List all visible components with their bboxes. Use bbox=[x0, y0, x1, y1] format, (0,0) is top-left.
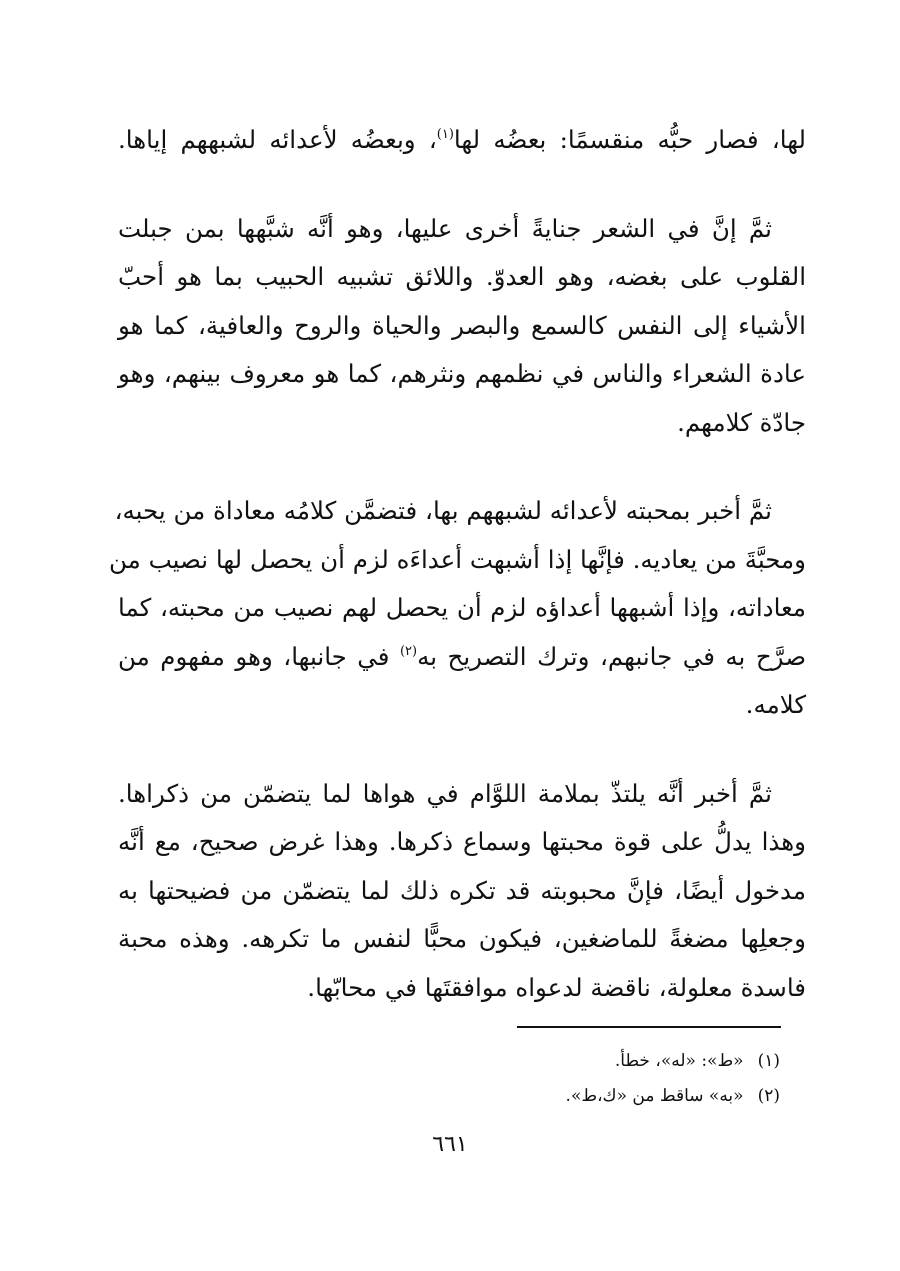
text-line: ثمَّ أخبر أنَّه يلتذّ بملامة اللوَّام في هواها لما يتضمّن من ذكراها. bbox=[118, 778, 772, 808]
paragraph-3 bbox=[109, 487, 806, 730]
paragraph-1 bbox=[118, 116, 806, 165]
footnote-2 bbox=[500, 1079, 780, 1114]
footnote-number: (٢) bbox=[757, 1086, 780, 1106]
text-line: مدخول أيضًا، فإنَّ محبوبته قد تكره ذلك لما يتضمّن من فضيحتها به bbox=[118, 875, 806, 905]
footnote-ref-2[interactable]: (٢) bbox=[399, 643, 418, 659]
footnote-text: «به» ساقط من «ك،ط». bbox=[565, 1086, 744, 1106]
paragraph-4 bbox=[118, 770, 806, 1013]
text-line: معاداته، وإذا أشبهها أعداؤه لزم أن يحصل لهم نصيب من محبته، كما bbox=[118, 593, 806, 622]
text-line: لها، فصار حبُّه منقسمًا: بعضُه لها$^{(١)}$، وبعضُه لأعدائه لشبههم إياها. bbox=[118, 125, 806, 154]
footnote-1 bbox=[500, 1044, 780, 1079]
text-line: عادة الشعراء والناس في نظمهم ونثرهم، كما هو معروف بينهم، وهو bbox=[118, 359, 806, 388]
text-line: كلامه. bbox=[745, 690, 806, 719]
text-line: صرَّح به في جانبهم، وترك التصريح به$^{(٢)}$ في جانبها، وهو مفهوم من bbox=[118, 641, 806, 671]
text-line: ثمَّ أخبر بمحبته لأعدائه لشبههم بها، فتضمَّن كلامُه معاداة من يحبه، bbox=[114, 496, 772, 525]
paragraph-2 bbox=[118, 205, 806, 448]
text-line: وهذا يدلُّ على قوة محبتها وسماع ذكرها. وهذا غرض صحيح، مع أنَّه bbox=[118, 827, 806, 856]
page-number: ٦٦١ bbox=[432, 1132, 468, 1157]
footnote-number: (١) bbox=[757, 1051, 780, 1071]
text-line: وجعلِها مضغةً للماضغين، فيكون محبًّا لنفس ما تكرهه. وهذه محبة bbox=[118, 924, 806, 953]
text-line: فاسدة معلولة، ناقضة لدعواه موافقتَها في محابّها. bbox=[307, 972, 806, 1002]
text-line: جادّة كلامهم. bbox=[677, 407, 806, 437]
text-line: ومحبَّةَ من يعاديه. فإنَّها إذا أشبهت أعداءَه لزم أن يحصل لها نصيب من bbox=[109, 544, 806, 574]
text-line: الأشياء إلى النفس كالسمع والبصر والحياة والروح والعافية، كما هو bbox=[118, 310, 806, 340]
text-line: القلوب على بغضه، وهو العدوّ. واللائق تشبيه الحبيب بما هو أحبّ bbox=[118, 262, 806, 291]
footnotes bbox=[500, 1044, 780, 1114]
footnote-ref-1[interactable]: (١) bbox=[436, 127, 454, 142]
footnote-text: «ط»: «له»، خطأ. bbox=[614, 1051, 744, 1071]
main-text bbox=[109, 116, 806, 1052]
text-line: ثمَّ إنَّ في الشعر جنايةً أخرى عليها، وهو أنَّه شبَّهها بمن جبلت bbox=[118, 213, 772, 243]
footnote-divider bbox=[517, 1026, 781, 1028]
